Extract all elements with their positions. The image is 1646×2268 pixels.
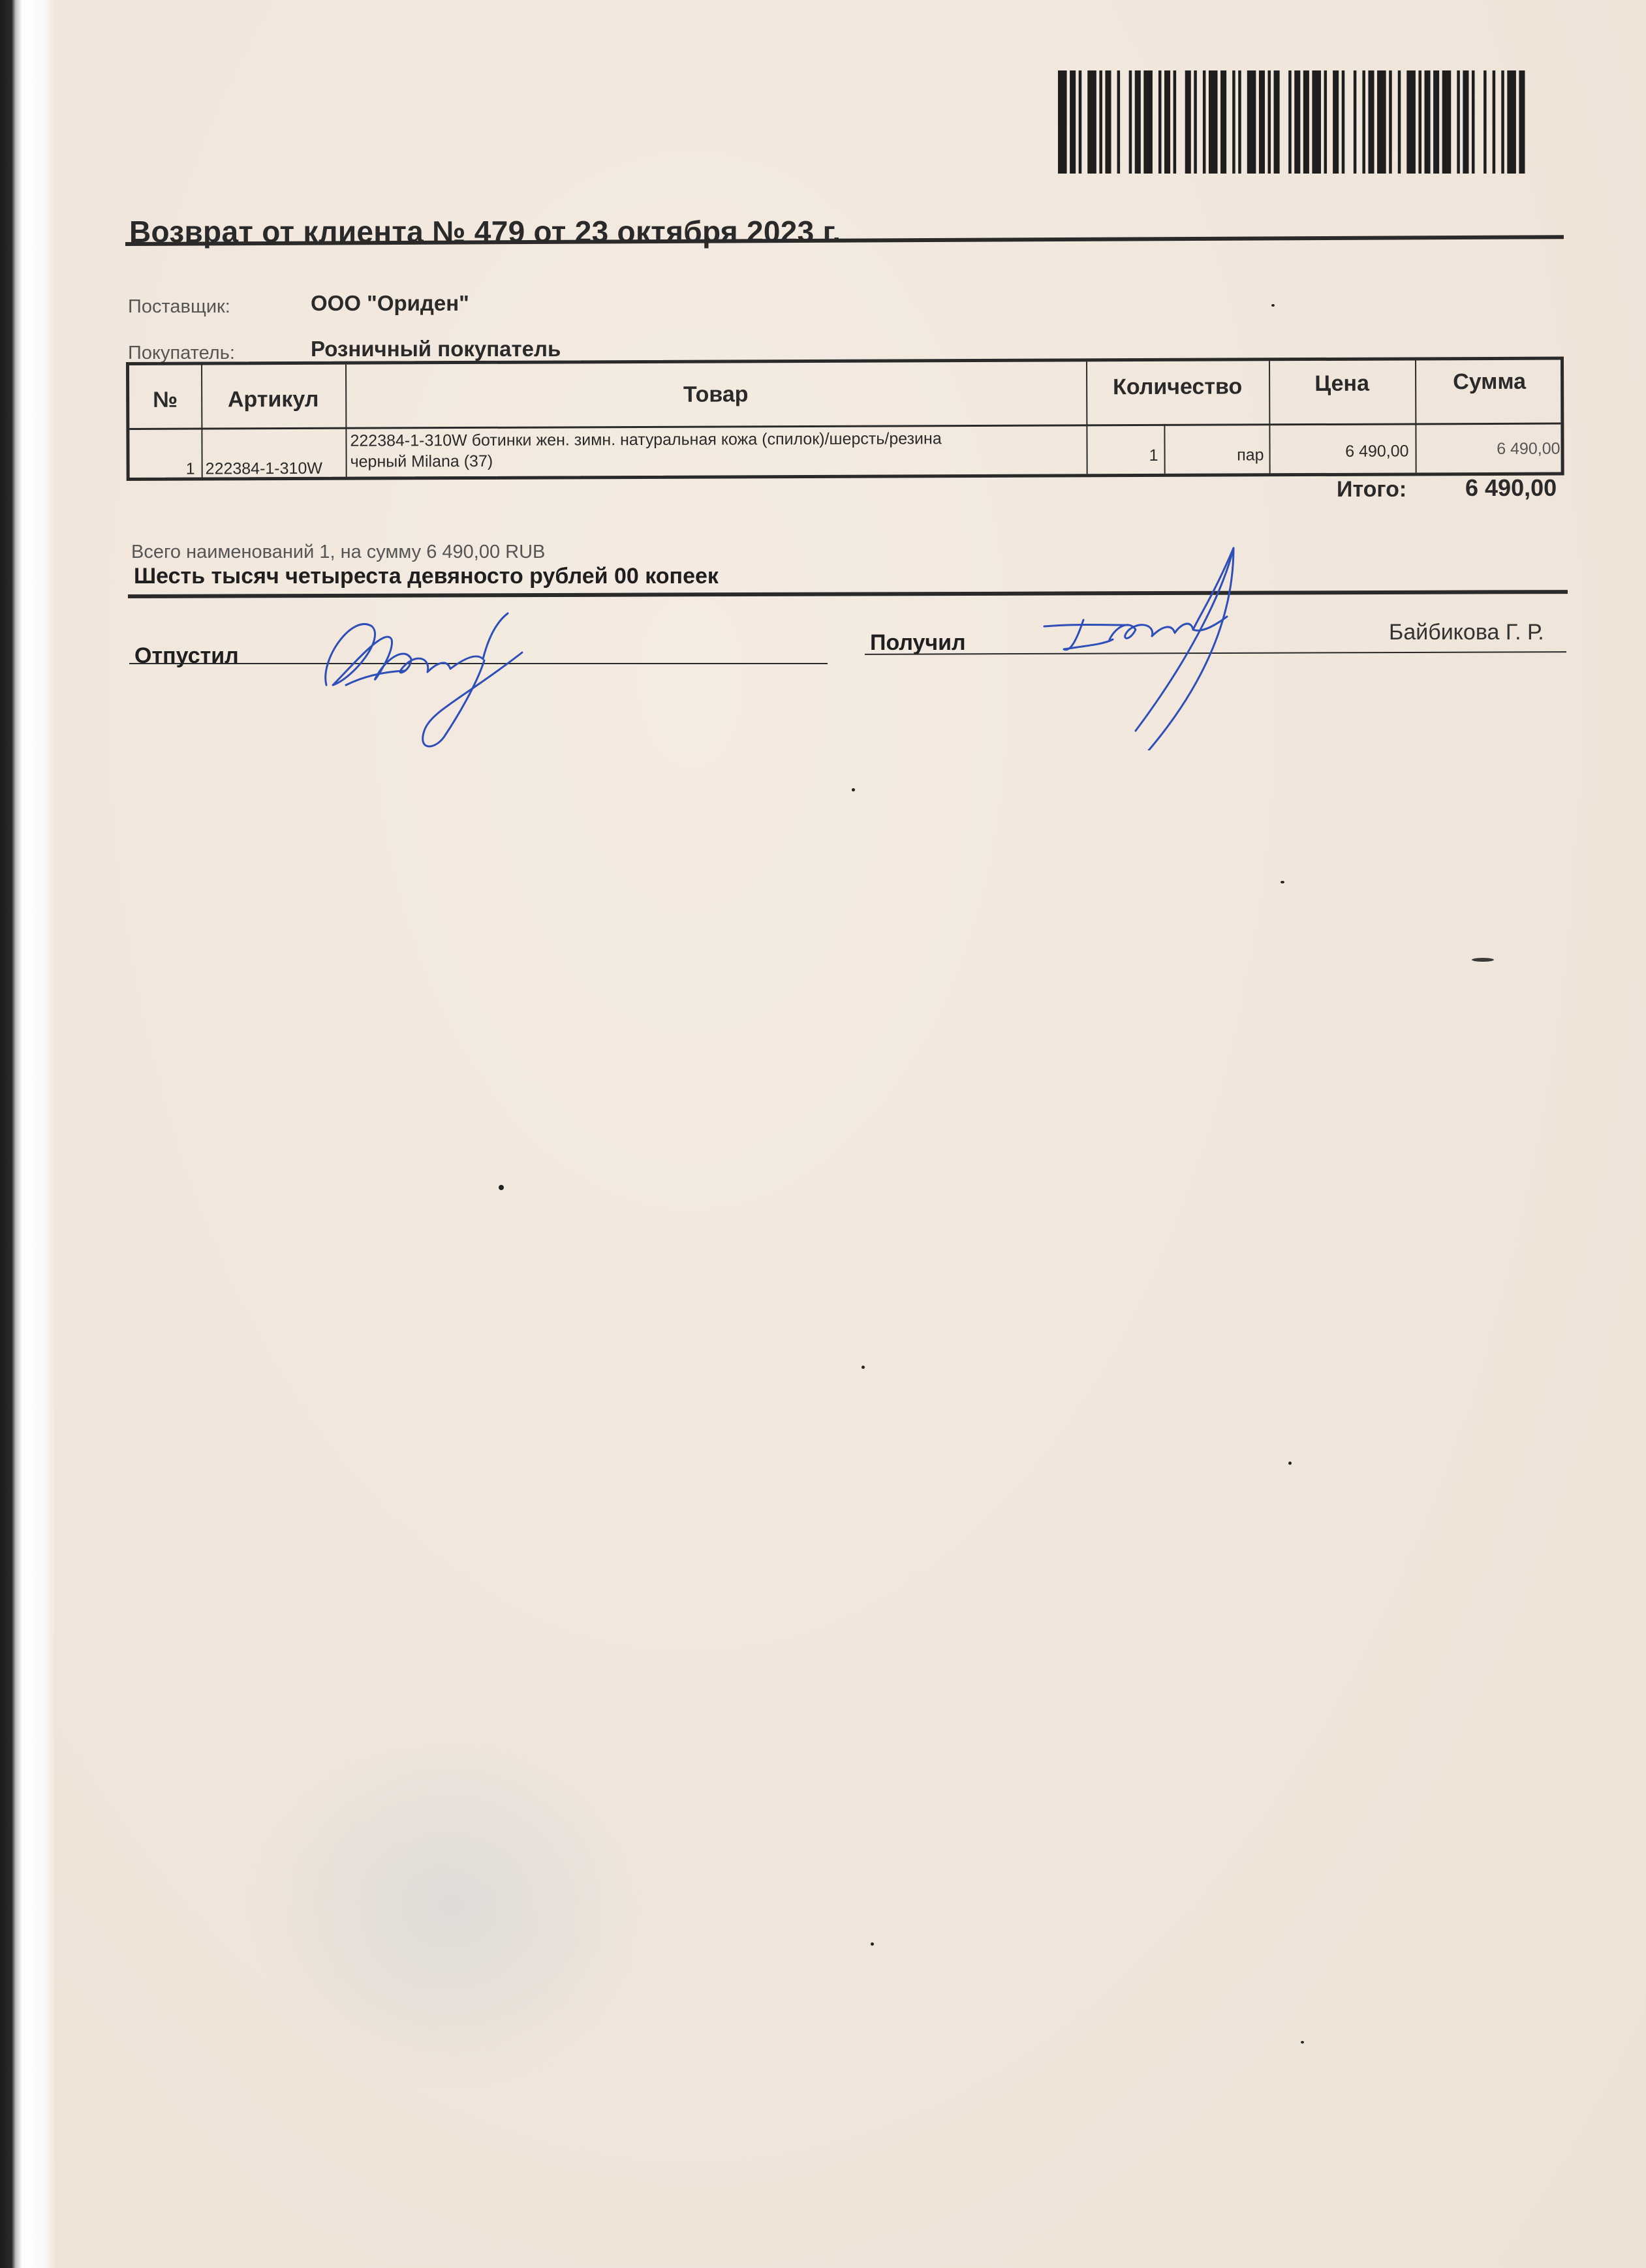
barcode-bar [1442,70,1452,174]
scan-speck [852,788,855,791]
barcode-bar [1143,70,1153,174]
scan-speck [499,1185,504,1190]
table-divider [345,365,347,477]
released-signature [313,587,535,757]
table-divider [1164,424,1165,474]
barcode-bar [1079,70,1082,174]
barcode-bar [1129,70,1132,174]
barcode-bar [1362,70,1365,174]
barcode-bar [1463,70,1468,174]
barcode-bar [1185,70,1191,174]
row-product-line1: 222384-1-310W ботинки жен. зимн. натуральная кожа (спилок)/шерсть/резина [350,429,942,450]
scanner-edge [0,0,55,2268]
barcode-bar [1268,70,1271,174]
row-num: 1 [185,459,195,478]
total-value: 6 490,00 [1465,474,1557,501]
items-table [126,357,1564,481]
document-title: Возврат от клиента № 479 от 23 октября 2023 г. [129,215,841,249]
row-article: 222384-1-310W [205,459,322,478]
barcode-bar [1418,70,1421,174]
barcode-bar [1519,70,1525,174]
barcode-bar [1457,70,1460,174]
barcode-bar [1389,70,1392,174]
row-sum: 6 490,00 [1497,439,1561,458]
barcode-bar [1247,70,1256,174]
received-name: Байбикова Г. Р. [1389,620,1544,645]
header-quantity: Количество [1113,374,1243,400]
scan-speck [862,1366,865,1369]
barcode-bar [1099,70,1102,174]
barcode-bar [1259,70,1265,174]
row-unit: пар [1237,446,1264,465]
barcode-bar [1105,70,1111,174]
received-signature [1038,535,1286,750]
barcode-bar [1493,70,1496,174]
barcode-bar [1368,70,1374,174]
barcode-bar [1209,70,1218,174]
supplier-label: Поставщик: [128,296,230,317]
scan-speck [1301,2041,1304,2044]
barcode-bar [1087,70,1096,174]
barcode-bar [1164,70,1170,174]
barcode-bar [1173,70,1177,174]
scan-speck [1288,1462,1292,1465]
barcode-bar [1058,70,1067,174]
header-price: Цена [1314,371,1370,397]
barcode-bar [1194,70,1197,174]
amount-in-words: Шесть тысяч четыреста девяносто рублей 00 копеек [134,564,719,589]
buyer-label: Покупатель: [128,343,235,363]
scan-speck [1472,958,1494,962]
barcode-bar [1398,70,1401,174]
barcode-bar [1507,70,1516,174]
barcode-bar [1238,70,1241,174]
barcode-bar [1472,70,1475,174]
barcode-bar [1070,70,1076,174]
summary-line: Всего наименований 1, на сумму 6 490,00 RUB [131,542,546,562]
barcode-bar [1117,70,1121,174]
barcode-bar [1324,70,1328,174]
barcode-bar [1288,70,1292,174]
barcode-bar [1425,70,1431,174]
barcode-bar [1483,70,1487,174]
table-header-rule [129,423,1561,430]
row-price: 6 490,00 [1345,442,1409,461]
barcode-bar [1274,70,1280,174]
barcode [1058,70,1528,174]
barcode-bar [1406,70,1416,174]
barcode-bar [1158,70,1162,174]
released-label: Отпустил [134,643,239,668]
supplier-value: ООО "Ориден" [311,291,469,315]
row-quantity: 1 [1149,446,1158,465]
scan-speck [1281,881,1284,883]
buyer-value: Розничный покупатель [311,337,561,361]
barcode-bar [1135,70,1141,174]
barcode-bar [1333,70,1339,174]
barcode-bar [1342,70,1345,174]
barcode-bar [1220,70,1226,174]
scan-speck [1271,304,1275,307]
header-article: Артикул [227,386,319,412]
barcode-bar [1354,70,1357,174]
barcode-bar [1203,70,1206,174]
barcode-bar [1303,70,1309,174]
barcode-bar [1377,70,1386,174]
barcode-bar [1433,70,1439,174]
barcode-bar [1312,70,1321,174]
header-num: № [153,387,178,412]
header-sum: Сумма [1453,369,1527,395]
scan-speck [871,1942,874,1946]
barcode-bar [1501,70,1504,174]
paper-stain [248,1723,653,2088]
table-divider [201,365,203,478]
barcode-bar [1232,70,1235,174]
row-product-line2: черный Milana (37) [350,452,493,471]
header-product: Товар [683,382,749,407]
barcode-bar [1294,70,1300,174]
received-label: Получил [870,630,966,655]
total-label: Итого: [1337,477,1407,502]
